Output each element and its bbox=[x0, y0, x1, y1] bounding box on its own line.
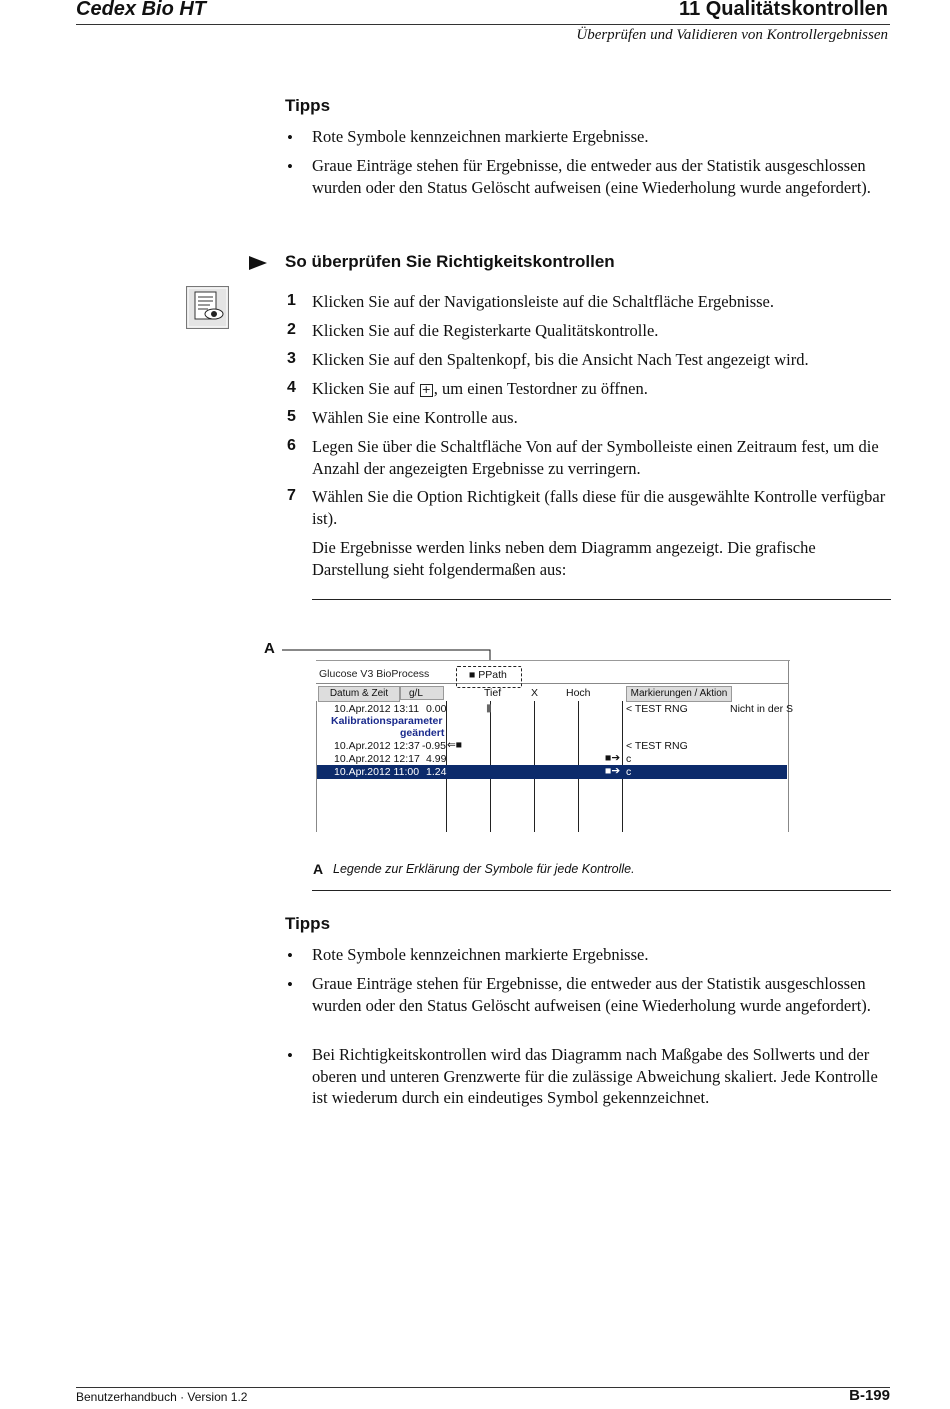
tip-item: Graue Einträge stehen für Ergebnisse, die entweder aus der Statistik ausgeschlossen wurden oder den Status Gelöscht aufweisen (eine Wiederholung wurde angefordert). bbox=[312, 156, 871, 197]
tip-item: Bei Richtigkeitskontrollen wird das Diagramm nach Maßgabe des Sollwerts und der oberen und unteren Grenzwerte für die zulässige Abweichung skaliert. Jede Kontrolle ist wiederum durch ein eindeutiges Symbol gekennzeichnet. bbox=[312, 1045, 878, 1107]
step-text: Legen Sie über die Schaltfläche Von auf der Symbolleiste einen Zeitraum fest, um die Anzahl der angezeigten Ergebnisse zu verringern. bbox=[312, 437, 879, 478]
section-subtitle: Überprüfen und Validieren von Kontrollergebnissen bbox=[576, 27, 888, 43]
column-header-low: Tief bbox=[484, 687, 502, 699]
row-value: 0.00 bbox=[426, 703, 447, 715]
step-number: 5 bbox=[287, 408, 296, 425]
page-number: B-199 bbox=[849, 1387, 890, 1404]
step-text-before: Klicken Sie auf bbox=[312, 379, 419, 398]
header-rule bbox=[76, 24, 890, 25]
window-border bbox=[788, 661, 789, 832]
column-header-high: Hoch bbox=[566, 687, 591, 699]
step-text: Wählen Sie eine Kontrolle aus. bbox=[312, 408, 518, 427]
row-flag: < TEST RNG bbox=[626, 740, 688, 752]
column-header-flags[interactable]: Markierungen / Aktion bbox=[626, 686, 732, 702]
product-title: Cedex Bio HT bbox=[76, 0, 207, 20]
title-bar bbox=[316, 661, 788, 684]
row-date: 10.Apr.2012 11:00 bbox=[334, 766, 420, 778]
figure-caption: Legende zur Erklärung der Symbole für jede Kontrolle. bbox=[333, 862, 635, 876]
row-mark: ▮ bbox=[486, 702, 492, 714]
row-mark: ■➔ bbox=[605, 765, 621, 777]
procedure-heading: So überprüfen Sie Richtigkeitskontrollen bbox=[285, 252, 615, 271]
figure-bottom-rule bbox=[312, 890, 891, 891]
results-eye-icon bbox=[186, 286, 228, 328]
bullet-dot: • bbox=[287, 946, 293, 965]
calibration-note: Kalibrationsparameter bbox=[331, 715, 443, 727]
legend-symbol: ■ PPath bbox=[469, 669, 507, 681]
row-value: 4.99 bbox=[426, 753, 447, 765]
tip-item: Graue Einträge stehen für Ergebnisse, die entweder aus der Statistik ausgeschlossen wurden oder den Status Gelöscht aufweisen (eine Wiederholung wurde angefordert). bbox=[312, 974, 871, 1015]
step-number: 4 bbox=[287, 379, 296, 396]
step-number: 3 bbox=[287, 350, 296, 367]
step-number: 1 bbox=[287, 292, 296, 309]
bullet-dot: • bbox=[287, 128, 293, 147]
column-header-date[interactable]: Datum & Zeit bbox=[318, 686, 400, 702]
tip-item: Rote Symbole kennzeichnen markierte Ergebnisse. bbox=[312, 127, 649, 146]
footer-manual: Benutzerhandbuch · Version 1.2 bbox=[76, 1390, 248, 1404]
bullet-dot: • bbox=[287, 1046, 293, 1065]
tip-item: Rote Symbole kennzeichnen markierte Ergebnisse. bbox=[312, 945, 649, 964]
expand-plus-icon: + bbox=[421, 383, 431, 396]
step-text-after: , um einen Testordner zu öffnen. bbox=[433, 379, 648, 398]
row-flag: c bbox=[626, 766, 632, 778]
footer-rule bbox=[76, 1387, 890, 1388]
step-text: Wählen Sie die Option Richtigkeit (falls diese für die ausgewählte Kontrolle verfügbar ist). bbox=[312, 487, 886, 528]
row-flag: c bbox=[626, 753, 632, 765]
step-text: Klicken Sie auf den Spaltenkopf, bis die Ansicht Nach Test angezeigt wird. bbox=[312, 350, 809, 369]
triangle-right-icon bbox=[249, 256, 267, 270]
row-flag: < TEST RNG bbox=[626, 703, 688, 715]
row-mark: ⇐■ bbox=[447, 739, 463, 751]
step-text: Klicken Sie auf der Navigationsleiste auf die Schaltfläche Ergebnisse. bbox=[312, 292, 774, 311]
tips-heading: Tipps bbox=[285, 914, 331, 933]
column-header-unit[interactable]: g/L bbox=[400, 686, 444, 700]
row-date: 10.Apr.2012 13:11 bbox=[334, 703, 420, 715]
step-number: 6 bbox=[287, 437, 296, 454]
row-value: -0.95 bbox=[422, 740, 446, 752]
row-mark: ■➔ bbox=[605, 752, 621, 764]
row-extra: Nicht in der S bbox=[730, 703, 794, 715]
row-value: 1.24 bbox=[426, 766, 447, 778]
step-number: 7 bbox=[287, 487, 296, 504]
result-text: Die Ergebnisse werden links neben dem Diagramm angezeigt. Die grafische Darstellung sieht folgendermaßen aus: bbox=[312, 538, 816, 579]
calibration-note: geändert bbox=[400, 727, 445, 739]
caption-label: A bbox=[313, 861, 324, 877]
row-date: 10.Apr.2012 12:37 bbox=[334, 740, 420, 752]
callout-label: A bbox=[264, 640, 275, 657]
bullet-dot: • bbox=[287, 157, 293, 176]
step-number: 2 bbox=[287, 321, 296, 338]
bullet-dot: • bbox=[287, 975, 293, 994]
step-text bbox=[312, 378, 892, 400]
column-header-x: X bbox=[531, 687, 539, 699]
figure-top-rule bbox=[312, 599, 891, 600]
window-title: Glucose V3 BioProcess bbox=[319, 668, 430, 680]
chapter-title: 11 Qualitätskontrollen bbox=[679, 0, 888, 20]
step-text: Klicken Sie auf die Registerkarte Qualitätskontrolle. bbox=[312, 321, 659, 340]
qc-results-window bbox=[316, 660, 794, 833]
tips-heading: Tipps bbox=[285, 96, 331, 115]
row-date: 10.Apr.2012 12:17 bbox=[334, 753, 420, 765]
